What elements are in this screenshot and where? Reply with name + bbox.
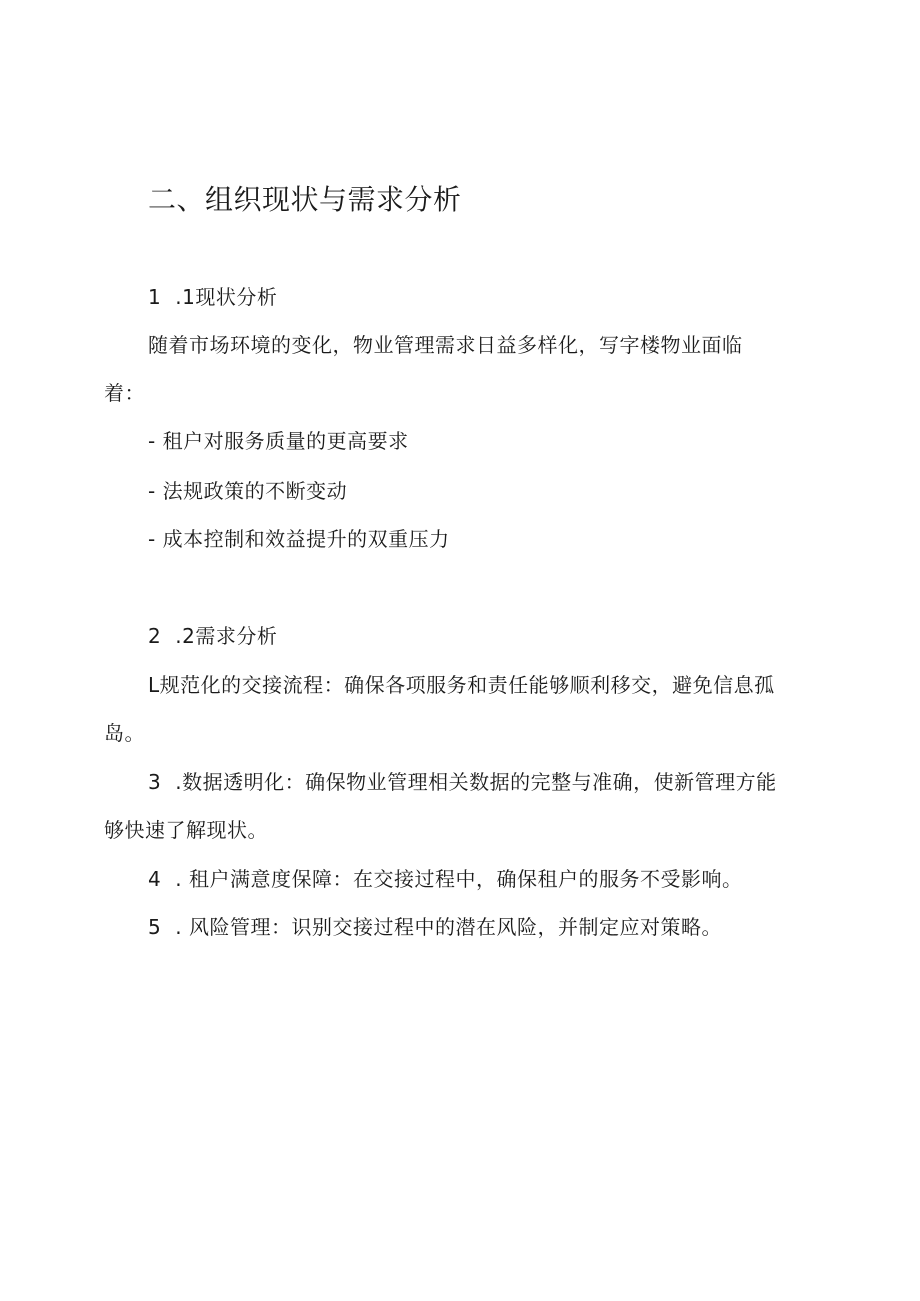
need-item-4	[148, 865, 742, 893]
need-item-4-number: 4	[148, 867, 162, 891]
subsection-1-heading	[148, 283, 277, 311]
need-item-4-text: . 租户满意度保障：在交接过程中，确保租户的服务不受影响。	[175, 867, 743, 891]
need-item-3-text: .数据透明化：确保物业管理相关数据的完整与准确，使新管理方能	[175, 770, 777, 794]
subsection-2-number: 2	[148, 624, 162, 648]
subsection-2-heading	[148, 622, 277, 650]
bullet-item: - 租户对服务质量的更高要求	[148, 429, 409, 453]
bullet-item: - 成本控制和效益提升的双重压力	[148, 527, 450, 551]
bullet-item: - 法规政策的不断变动	[148, 479, 348, 503]
intro-paragraph-line-1: 随着市场环境的变化，物业管理需求日益多样化，写字楼物业面临	[148, 333, 743, 357]
subsection-2-heading-text: .2需求分析	[175, 624, 278, 648]
subsection-1-number: 1	[148, 285, 162, 309]
need-item-5	[148, 913, 722, 941]
subsection-1-heading-text: .1现状分析	[175, 285, 278, 309]
need-item-5-text: . 风险管理：识别交接过程中的潜在风险，并制定应对策略。	[175, 915, 722, 939]
need-item-1-line-2: 岛。	[104, 721, 145, 745]
need-item-1-line-1: L规范化的交接流程：确保各项服务和责任能够顺利移交，避免信息孤	[148, 673, 775, 697]
section-title: 二、组织现状与需求分析	[148, 183, 462, 216]
intro-paragraph-line-2: 着：	[104, 381, 145, 405]
need-item-3-line-1	[148, 768, 777, 796]
need-item-5-number: 5	[148, 915, 162, 939]
need-item-3-number: 3	[148, 770, 162, 794]
need-item-3-line-2: 够快速了解现状。	[104, 818, 268, 842]
